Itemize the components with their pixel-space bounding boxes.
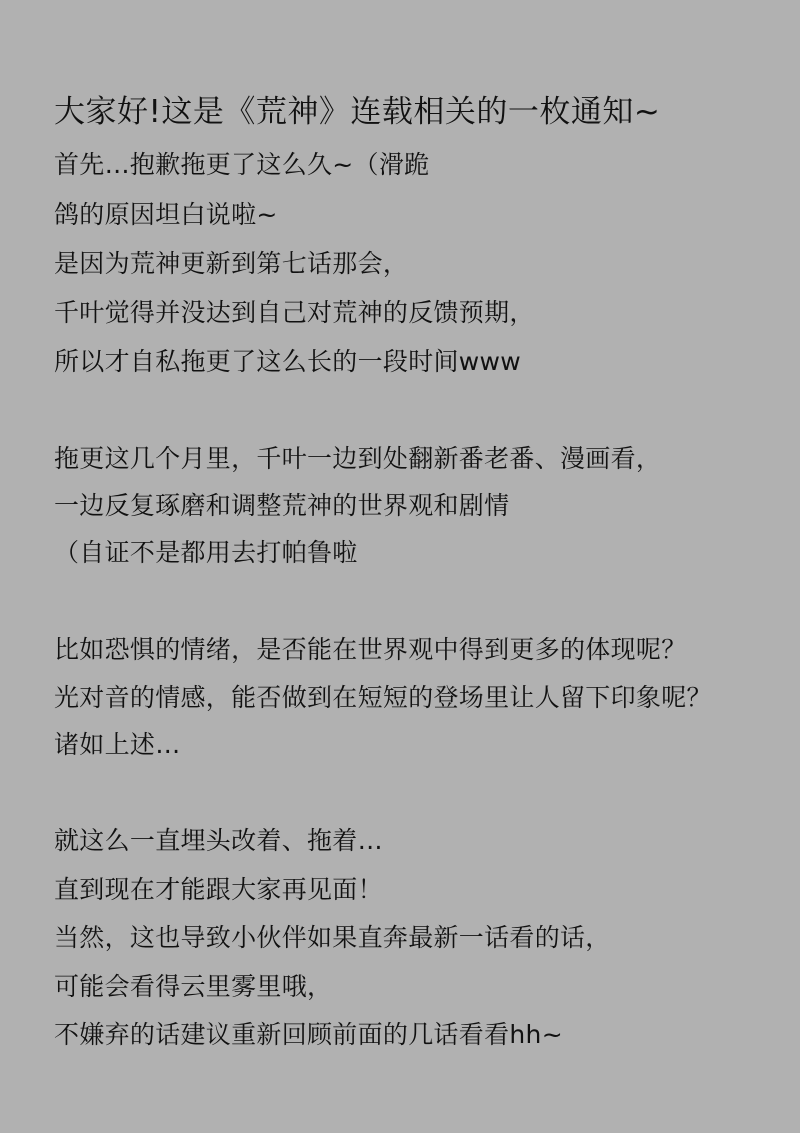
- text-line: （自证不是都用去打帕鲁啦: [54, 538, 358, 567]
- text-line: 首先…抱歉拖更了这么久~（滑跪: [54, 150, 430, 179]
- text-line: 就这么一直埋头改着、拖着…: [54, 826, 383, 855]
- text-line: 所以才自私拖更了这么长的一段时间www: [54, 347, 522, 376]
- text-line: 千叶觉得并没达到自己对荒神的反馈预期，: [54, 298, 535, 327]
- text-line: 可能会看得云里雾里哦，: [54, 972, 333, 1001]
- notice-title: 大家好!这是《荒神》连载相关的一枚通知~: [54, 94, 661, 130]
- text-line: 拖更这几个月里，千叶一边到处翻新番老番、漫画看，: [54, 444, 662, 473]
- text-line: 光对音的情感，能否做到在短短的登场里让人留下印象呢？: [54, 683, 712, 712]
- text-line: 当然，这也导致小伙伴如果直奔最新一话看的话，: [54, 923, 611, 952]
- text-line: 直到现在才能跟大家再见面！: [54, 875, 383, 904]
- text-line: 是因为荒神更新到第七话那会，: [54, 249, 409, 278]
- text-line: 鸽的原因坦白说啦~: [54, 200, 278, 229]
- text-line: 比如恐惧的情绪，是否能在世界观中得到更多的体现呢？: [54, 635, 687, 664]
- text-line: 诸如上述…: [54, 730, 181, 759]
- text-line: 一边反复琢磨和调整荒神的世界观和剧情: [54, 491, 510, 520]
- text-line: 不嫌弃的话建议重新回顾前面的几话看看hh~: [54, 1020, 563, 1049]
